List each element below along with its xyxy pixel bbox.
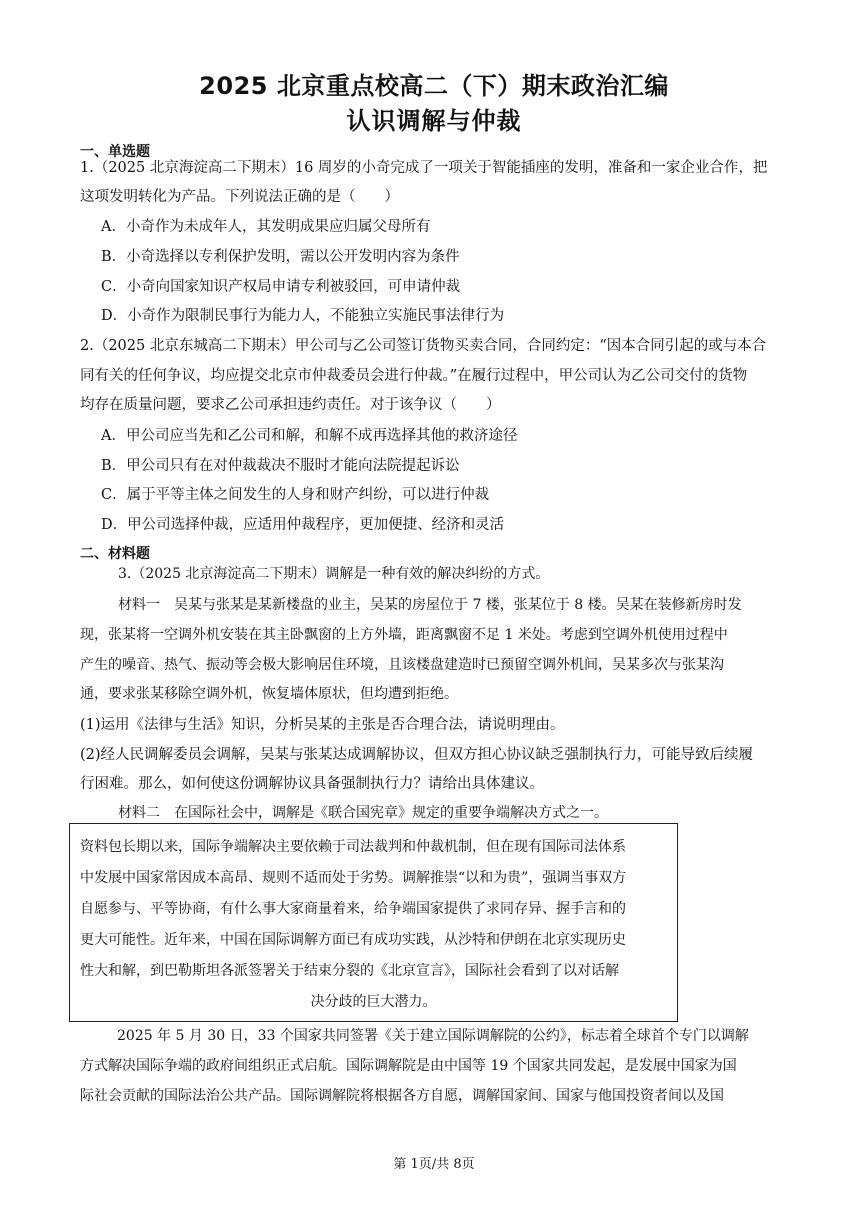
box-line: 中发展中国家常因成本高昂、规则不适而处于劣势。调解推崇“以和为贵”，强调当事双方 (80, 870, 627, 886)
question-1-stem-line2: 这项发明转化为产品。下列说法正确的是（ ） (80, 189, 399, 205)
question-1-option-a: A．小奇作为未成年人，其发明成果应归属父母所有 (101, 219, 431, 235)
page-number-footer: 第 1页/共 8页 (393, 1157, 475, 1172)
document-subtitle: 认识调解与仲裁 (346, 107, 522, 135)
box-line: 资料包长期以来，国际争端解决主要依赖于司法裁判和仲裁机制，但在现有国际司法体系 (80, 839, 626, 855)
question-2-stem-line3: 均存在质量问题，要求乙公司承担违约责任。对于该争议（ ） (80, 397, 501, 413)
box-line: 决分歧的巨大潜力。 (310, 994, 437, 1010)
sub-question-2-line2: 行困难。那么，如何使这份调解协议具备强制执行力？请给出具体建议。 (80, 776, 544, 792)
question-2-option-a: A．甲公司应当先和乙公司和解，和解不成再选择其他的救济途径 (101, 428, 518, 444)
question-2-option-b: B．甲公司只有在对仲裁裁决不服时才能向法院提起诉讼 (101, 458, 460, 474)
sub-question-2-line1: (2)经人民调解委员会调解，吴某与张某达成调解协议，但双方担心协议缺乏强制执行力，可能导致后续履 (80, 747, 754, 763)
section-heading-material: 二、材料题 (80, 546, 150, 562)
question-2-stem-line2: 同有关的任何争议，均应提交北京市仲裁委员会进行仲裁。”在履行过程中，甲公司认为乙公司交付的货物 (80, 368, 748, 384)
box-line: 性大和解，到巴勒斯坦各派签署关于结束分裂的《北京宣言》，国际社会看到了以对话解 (80, 963, 619, 979)
material-1-line3: 产生的噪音、热气、振动等会极大影响居住环境，且该楼盘建造时已预留空调外机间，吴某多次与张某沟 (80, 657, 724, 673)
document-title: 2025 北京重点校高二（下）期末政治汇编 (199, 72, 669, 100)
question-2-stem-line1: 2.（2025 北京东城高二下期末）甲公司与乙公司签订货物买卖合同，合同约定：“因本合同引起的或与本合 (80, 338, 767, 354)
section-heading-single-choice: 一、单选题 (80, 144, 150, 160)
question-2-option-c: C．属于平等主体之间发生的人身和财产纠纷，可以进行仲裁 (101, 487, 490, 503)
material-2-after-line1: 2025 年 5 月 30 日，33 个国家共同签署《关于建立国际调解院的公约》，标志着全球首个专门以调解 (117, 1028, 749, 1044)
material-1-line1: 材料一 吴某与张某是某新楼盘的业主，吴某的房屋位于 7 楼，张某位于 8 楼。吴某在装修新房时发 (118, 597, 742, 613)
sub-question-1: (1)运用《法律与生活》知识，分析吴某的主张是否合理合法，请说明理由。 (80, 717, 565, 733)
box-line: 更大可能性。近年来，中国在国际调解方面已有成功实践，从沙特和伊朗在北京实现历史 (80, 932, 626, 948)
material-2-after-line3: 际社会贡献的国际法治公共产品。国际调解院将根据各方自愿，调解国家间、国家与他国投资者间以及国 (80, 1088, 724, 1104)
material-1-line2: 现，张某将一空调外机安装在其主卧飘窗的上方外墙，距离飘窗不足 1 米处。考虑到空调外机使用过程中 (80, 627, 728, 643)
material-1-line4: 通，要求张某移除空调外机，恢复墙体原状，但均遭到拒绝。 (80, 686, 458, 702)
question-3-intro: 3.（2025 北京海淀高二下期末）调解是一种有效的解决纠纷的方式。 (118, 566, 550, 582)
question-1-option-c: C．小奇向国家知识产权局申请专利被驳回，可申请仲裁 (101, 279, 461, 295)
material-2-after-line2: 方式解决国际争端的政府间组织正式启航。国际调解院是由中国等 19 个国家共同发起，是发展中国家为国 (80, 1058, 737, 1074)
question-1-option-d: D．小奇作为限制民事行为能力人，不能独立实施民事法律行为 (101, 308, 505, 324)
question-2-option-d: D．甲公司选择仲裁，应适用仲裁程序，更加便捷、经济和灵活 (101, 517, 505, 533)
question-1-option-b: B．小奇选择以专利保护发明，需以公开发明内容为条件 (101, 249, 460, 265)
material-2-intro: 材料二 在国际社会中，调解是《联合国宪章》规定的重要争端解决方式之一。 (118, 805, 608, 821)
material-2-box (69, 823, 678, 1022)
box-line: 自愿参与、平等协商，有什么事大家商量着来，给争端国家提供了求同存异、握手言和的 (80, 901, 626, 917)
question-1-stem-line1: 1.（2025 北京海淀高二下期末）16 周岁的小奇完成了一项关于智能插座的发明，准备和一家企业合作，把 (80, 160, 768, 176)
